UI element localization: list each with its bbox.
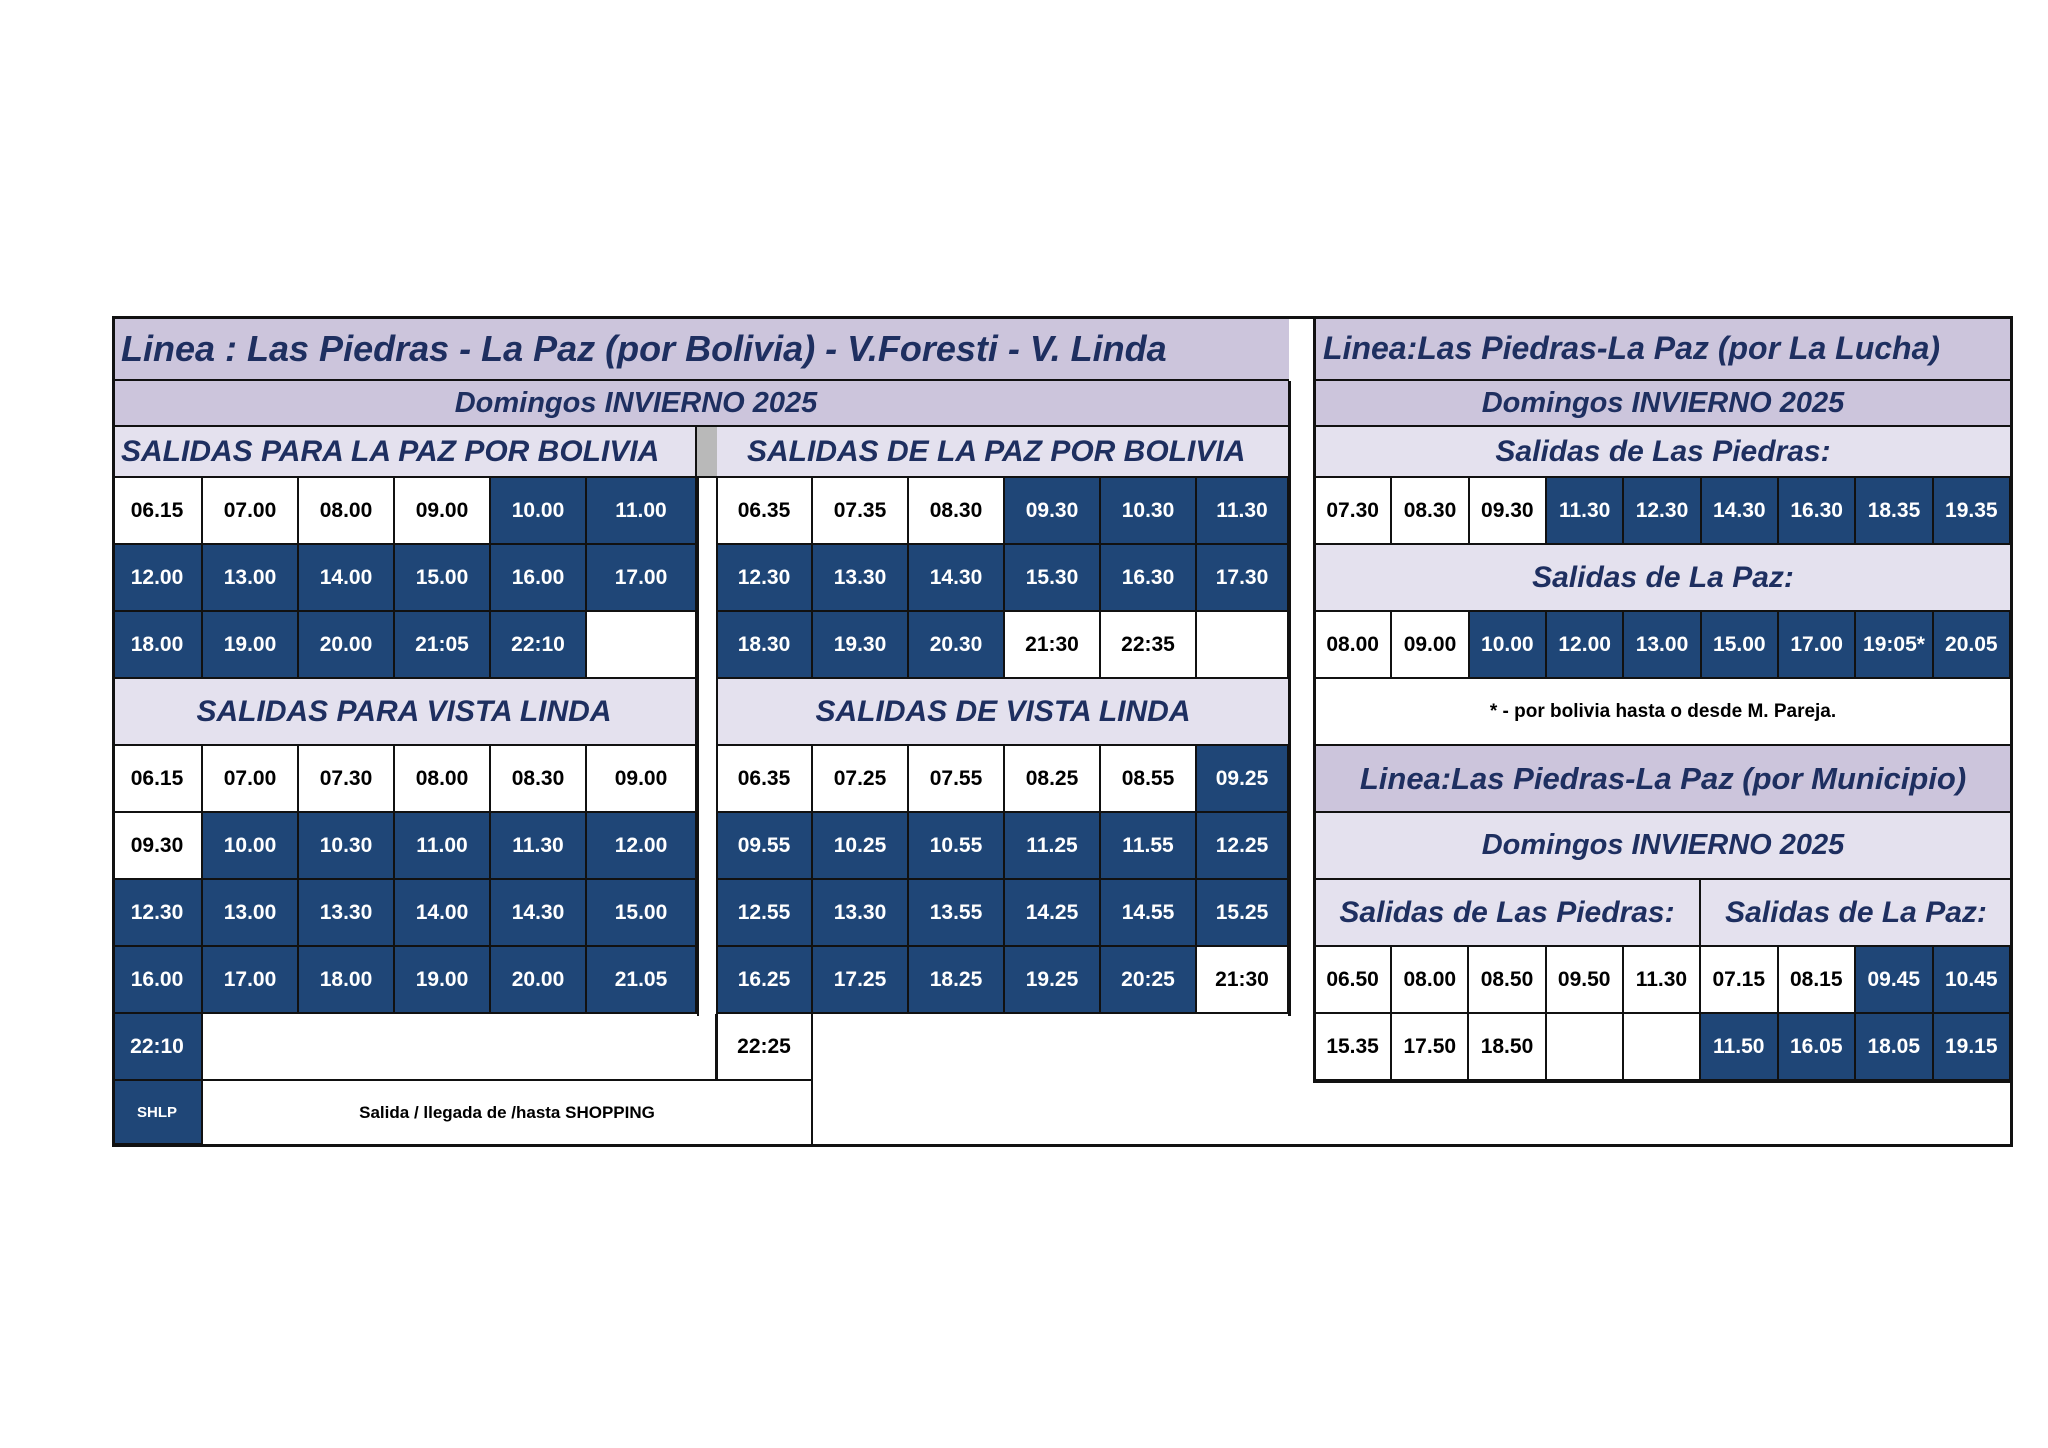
time-value: 08.55 (1121, 766, 1175, 790)
time-value: 09.45 (1867, 967, 1921, 991)
time-value: 20.05 (1945, 632, 1998, 656)
time-cell (1197, 880, 1289, 947)
time-cell (1197, 947, 1289, 1014)
time-value: 11.30 (1216, 498, 1268, 522)
time-cell (909, 947, 1005, 1014)
time-cell (1392, 612, 1469, 679)
time-value: 14.00 (415, 900, 469, 924)
time-cell (1101, 545, 1197, 612)
time-cell (203, 478, 299, 545)
time-cell (813, 880, 909, 947)
time-value: 06.35 (737, 498, 791, 522)
time-value: 08.50 (1480, 967, 1534, 991)
time-cell (113, 813, 203, 880)
time-value: 11.55 (1122, 833, 1174, 857)
time-cell (113, 947, 203, 1014)
time-cell (1392, 478, 1469, 545)
time-cell (1197, 813, 1289, 880)
time-cell (1701, 1014, 1779, 1081)
time-value: 12.55 (737, 900, 791, 924)
time-value: 06.15 (130, 766, 184, 790)
time-value: 18.30 (737, 632, 791, 656)
time-value: 22:35 (1121, 632, 1175, 656)
time-cell (1624, 1014, 1701, 1081)
time-cell (1547, 612, 1624, 679)
time-value: 18.00 (319, 967, 373, 991)
time-cell (587, 813, 697, 880)
time-cell (1624, 612, 1701, 679)
time-cell (1856, 612, 1933, 679)
time-cell (299, 478, 395, 545)
time-cell (491, 746, 587, 813)
time-cell (1005, 947, 1101, 1014)
time-cell (1101, 880, 1197, 947)
time-cell (1101, 746, 1197, 813)
time-cell (587, 478, 697, 545)
time-value: 19.00 (415, 967, 469, 991)
time-cell (909, 612, 1005, 679)
time-value: 15.25 (1215, 900, 1269, 924)
time-cell (1005, 880, 1101, 947)
lucha-title-bar (1315, 318, 2011, 381)
time-value: 16.25 (737, 967, 791, 991)
time-cell (909, 813, 1005, 880)
time-value: 11.00 (615, 498, 667, 522)
time-cell (909, 545, 1005, 612)
time-value: 10.25 (833, 833, 887, 857)
time-value: 08.30 (929, 498, 983, 522)
time-value: 08.00 (1403, 967, 1457, 991)
time-cell (395, 746, 491, 813)
time-cell (395, 813, 491, 880)
time-cell (203, 612, 299, 679)
time-value: 12.00 (1558, 632, 1611, 656)
time-cell (1624, 478, 1701, 545)
lucha-from-piedras-header: Salidas de Las Piedras: (1315, 427, 2011, 478)
time-cell (1470, 478, 1547, 545)
time-cell (395, 947, 491, 1014)
time-cell (1469, 947, 1546, 1014)
lucha-from-paz-grid (1315, 612, 2011, 679)
time-value: 08.25 (1025, 766, 1079, 790)
time-cell (909, 478, 1005, 545)
municipio-from-piedras-header: Salidas de Las Piedras: (1315, 880, 1701, 947)
time-value: 20.30 (929, 632, 983, 656)
time-value: 19.30 (833, 632, 887, 656)
time-cell (1005, 612, 1101, 679)
time-cell (1197, 478, 1289, 545)
time-value: 17.50 (1403, 1034, 1457, 1058)
time-cell (717, 813, 813, 880)
time-cell (1101, 478, 1197, 545)
time-cell (1315, 1014, 1392, 1081)
time-cell (1392, 947, 1469, 1014)
time-value: 15.00 (415, 565, 469, 589)
de-vista-linda-grid (717, 746, 1289, 1014)
time-value: 19.35 (1945, 498, 1998, 522)
time-cell (491, 813, 587, 880)
time-cell (909, 880, 1005, 947)
time-cell (1005, 746, 1101, 813)
left-subtitle-bar (113, 381, 1289, 427)
municipio-from-paz-grid (1701, 947, 2011, 1081)
lucha-subtitle: Domingos INVIERNO 2025 (1481, 386, 1845, 419)
time-cell (299, 947, 395, 1014)
time-cell (1005, 478, 1101, 545)
time-cell (1547, 1014, 1624, 1081)
time-value: 10.55 (929, 833, 983, 857)
time-cell (1005, 813, 1101, 880)
time-value: 22:10 (511, 632, 565, 656)
time-cell (813, 612, 909, 679)
time-cell (491, 612, 587, 679)
lucha-line-title: Linea:Las Piedras-La Paz (por La Lucha) (1323, 330, 1941, 366)
time-value: 17.00 (1790, 632, 1843, 656)
de-vista-linda-label: SALIDAS DE VISTA LINDA (815, 694, 1191, 728)
header-gap-marker (697, 427, 717, 478)
time-cell (299, 545, 395, 612)
time-cell (203, 545, 299, 612)
time-cell (1702, 612, 1779, 679)
time-value: 08.00 (319, 498, 373, 522)
time-cell (203, 746, 299, 813)
de-vista-linda-last-cell: 22:25 (717, 1014, 813, 1081)
time-value: 17.00 (614, 565, 668, 589)
time-cell (203, 813, 299, 880)
time-value: 14.30 (511, 900, 565, 924)
time-value: 09.00 (415, 498, 469, 522)
time-cell (587, 612, 697, 679)
time-value: 08.15 (1789, 967, 1843, 991)
time-value: 13.30 (319, 900, 373, 924)
time-value: 07.30 (1326, 498, 1379, 522)
time-cell (813, 545, 909, 612)
para-vista-linda-last-cell: 22:10 (113, 1014, 203, 1081)
time-value: 17.25 (833, 967, 887, 991)
shlp-legend-code: SHLP (113, 1081, 203, 1145)
time-value: 13.30 (833, 565, 887, 589)
municipio-title-bar (1315, 746, 2011, 813)
time-cell (1470, 612, 1547, 679)
time-value: 18.35 (1867, 498, 1921, 522)
time-value: 17.00 (223, 967, 277, 991)
time-cell (1779, 612, 1856, 679)
municipio-line-title: Linea:Las Piedras-La Paz (por Municipio) (1359, 760, 1967, 796)
de-la-paz-label: SALIDAS DE LA PAZ POR BOLIVIA (747, 434, 1246, 468)
municipio-subtitle: Domingos INVIERNO 2025 (1481, 829, 1845, 861)
time-cell (813, 947, 909, 1014)
lucha-subtitle-bar (1315, 381, 2011, 427)
time-value: 15.30 (1025, 565, 1079, 589)
time-value: 11.00 (416, 833, 468, 857)
time-value: 12.00 (130, 565, 184, 589)
time-value: 13.00 (223, 900, 277, 924)
time-value: 20.00 (319, 632, 373, 656)
time-cell (113, 880, 203, 947)
time-value: 14.30 (929, 565, 983, 589)
time-cell (491, 880, 587, 947)
time-value: 09.00 (614, 766, 668, 790)
time-value: 20:25 (1121, 967, 1175, 991)
time-cell (299, 612, 395, 679)
time-value: 14.55 (1121, 900, 1175, 924)
time-cell (1624, 947, 1701, 1014)
time-cell (1101, 813, 1197, 880)
time-cell (1779, 1014, 1857, 1081)
time-cell (717, 612, 813, 679)
time-value: 06.35 (737, 766, 791, 790)
time-value: 18.50 (1480, 1034, 1534, 1058)
time-value: 14.25 (1025, 900, 1079, 924)
time-value: 07.35 (833, 498, 887, 522)
time-cell (1702, 478, 1779, 545)
time-value: 13.00 (223, 565, 277, 589)
time-value: 08.30 (1403, 498, 1457, 522)
de-la-paz-header (717, 427, 1289, 478)
time-value: 11.50 (1713, 1034, 1765, 1058)
time-cell (587, 947, 697, 1014)
time-cell (299, 880, 395, 947)
time-cell (1856, 1014, 1934, 1081)
time-value: 09.55 (737, 833, 791, 857)
time-cell (717, 545, 813, 612)
time-cell (813, 478, 909, 545)
time-cell (1315, 478, 1392, 545)
left-subtitle: Domingos INVIERNO 2025 (454, 386, 818, 419)
time-cell (717, 880, 813, 947)
time-cell (1779, 947, 1857, 1014)
para-la-paz-header (113, 427, 697, 478)
time-cell (299, 813, 395, 880)
time-value: 07.00 (223, 498, 277, 522)
time-cell (717, 746, 813, 813)
lucha-note: * - por bolivia hasta o desde M. Pareja. (1315, 679, 2011, 746)
time-value: 21:05 (415, 632, 469, 656)
time-cell (491, 545, 587, 612)
time-cell (1701, 947, 1779, 1014)
time-value: 14.00 (319, 565, 373, 589)
time-cell (113, 545, 203, 612)
para-la-paz-label: SALIDAS PARA LA PAZ POR BOLIVIA (121, 434, 660, 468)
shlp-legend-text: Salida / llegada de /hasta SHOPPING (203, 1081, 813, 1145)
time-value: 13.55 (929, 900, 983, 924)
lucha-from-piedras-grid (1315, 478, 2011, 545)
time-value: 11.30 (512, 833, 564, 857)
time-cell (1547, 947, 1624, 1014)
time-value: 19.25 (1025, 967, 1079, 991)
left-title-bar (113, 318, 1289, 381)
time-cell (1469, 1014, 1546, 1081)
para-vista-linda-grid (113, 746, 697, 1014)
time-cell (1101, 612, 1197, 679)
time-cell (1547, 478, 1624, 545)
time-value: 15.35 (1326, 1034, 1379, 1058)
time-value: 07.25 (833, 766, 887, 790)
time-value: 09.30 (1481, 498, 1534, 522)
time-value: 10.00 (511, 498, 565, 522)
time-value: 10.30 (319, 833, 373, 857)
time-value: 09.50 (1557, 967, 1611, 991)
time-cell (813, 746, 909, 813)
time-value: 15.00 (614, 900, 668, 924)
lucha-from-paz-header: Salidas de La Paz: (1315, 545, 2011, 612)
time-cell (717, 947, 813, 1014)
time-cell (1315, 612, 1392, 679)
time-value: 08.00 (1326, 632, 1379, 656)
time-value: 19.15 (1944, 1034, 1998, 1058)
time-cell (395, 478, 491, 545)
time-value: 18.25 (929, 967, 983, 991)
time-cell (1934, 612, 2011, 679)
time-value: 12.30 (1635, 498, 1689, 522)
time-value: 11.25 (1026, 833, 1078, 857)
time-value: 18.05 (1867, 1034, 1921, 1058)
time-value: 16.30 (1790, 498, 1843, 522)
time-cell (717, 478, 813, 545)
time-cell (491, 478, 587, 545)
time-value: 18.00 (130, 632, 184, 656)
time-value: 06.50 (1326, 967, 1379, 991)
time-cell (1856, 947, 1934, 1014)
time-value: 13.00 (1635, 632, 1689, 656)
time-cell (395, 880, 491, 947)
time-cell (1856, 478, 1933, 545)
time-cell (1197, 612, 1289, 679)
para-vista-linda-header (113, 679, 697, 746)
time-value: 16.00 (511, 565, 565, 589)
time-cell (1934, 1014, 2012, 1081)
time-value: 09.30 (130, 833, 184, 857)
time-cell (1197, 746, 1289, 813)
time-cell (813, 813, 909, 880)
time-cell (113, 478, 203, 545)
time-value: 12.25 (1215, 833, 1269, 857)
time-value: 17.30 (1215, 565, 1269, 589)
time-value: 08.00 (415, 766, 469, 790)
time-cell (587, 746, 697, 813)
time-value: 10.30 (1121, 498, 1175, 522)
time-cell (1315, 947, 1392, 1014)
time-value: 13.30 (833, 900, 887, 924)
time-value: 09.25 (1215, 766, 1269, 790)
time-cell (1197, 545, 1289, 612)
time-value: 19.00 (223, 632, 277, 656)
time-value: 16.00 (130, 967, 184, 991)
time-value: 12.30 (130, 900, 184, 924)
time-value: 12.30 (737, 565, 791, 589)
municipio-from-paz-header: Salidas de La Paz: (1701, 880, 2011, 947)
time-value: 07.00 (223, 766, 277, 790)
time-cell (1101, 947, 1197, 1014)
time-cell (1392, 1014, 1469, 1081)
left-line-title: Linea : Las Piedras - La Paz (por Bolivia) - V.Foresti - V. Linda (121, 327, 1167, 369)
time-cell (113, 746, 203, 813)
time-value: 06.15 (130, 498, 184, 522)
para-vista-linda-label: SALIDAS PARA VISTA LINDA (196, 694, 612, 728)
time-cell (587, 545, 697, 612)
time-value: 10.00 (223, 833, 277, 857)
time-value: 08.30 (511, 766, 565, 790)
time-value: 07.15 (1712, 967, 1766, 991)
column-gap-left (697, 478, 699, 1016)
time-value: 11.30 (1558, 498, 1611, 522)
time-value: 20.00 (511, 967, 565, 991)
para-la-paz-grid (113, 478, 697, 679)
de-la-paz-grid (717, 478, 1289, 679)
time-value: 09.00 (1403, 632, 1457, 656)
para-vista-linda-last-empty (203, 1014, 717, 1081)
time-cell (1934, 947, 2012, 1014)
municipio-subtitle-bar (1315, 813, 2011, 880)
time-cell (491, 947, 587, 1014)
time-cell (395, 545, 491, 612)
time-cell (395, 612, 491, 679)
time-value: 10.45 (1944, 967, 1998, 991)
time-value: 07.30 (319, 766, 373, 790)
time-cell (1779, 478, 1856, 545)
time-cell (203, 947, 299, 1014)
time-value: 16.05 (1789, 1034, 1843, 1058)
de-vista-linda-header (717, 679, 1289, 746)
time-value: 10.00 (1481, 632, 1534, 656)
time-value: 21:30 (1215, 967, 1269, 991)
time-cell (587, 880, 697, 947)
time-value: 07.55 (929, 766, 983, 790)
time-cell (1005, 545, 1101, 612)
time-cell (299, 746, 395, 813)
time-value: 15.00 (1713, 632, 1766, 656)
time-value: 12.00 (614, 833, 668, 857)
time-value: 14.30 (1713, 498, 1766, 522)
time-value: 09.30 (1025, 498, 1079, 522)
time-cell (1934, 478, 2011, 545)
municipio-from-piedras-grid (1315, 947, 1701, 1081)
time-value: 11.30 (1635, 967, 1688, 991)
time-cell (909, 746, 1005, 813)
time-value: 19:05* (1863, 632, 1925, 656)
time-value: 21.05 (614, 967, 668, 991)
time-cell (113, 612, 203, 679)
time-value: 16.30 (1121, 565, 1175, 589)
time-value: 21:30 (1025, 632, 1079, 656)
time-cell (203, 880, 299, 947)
